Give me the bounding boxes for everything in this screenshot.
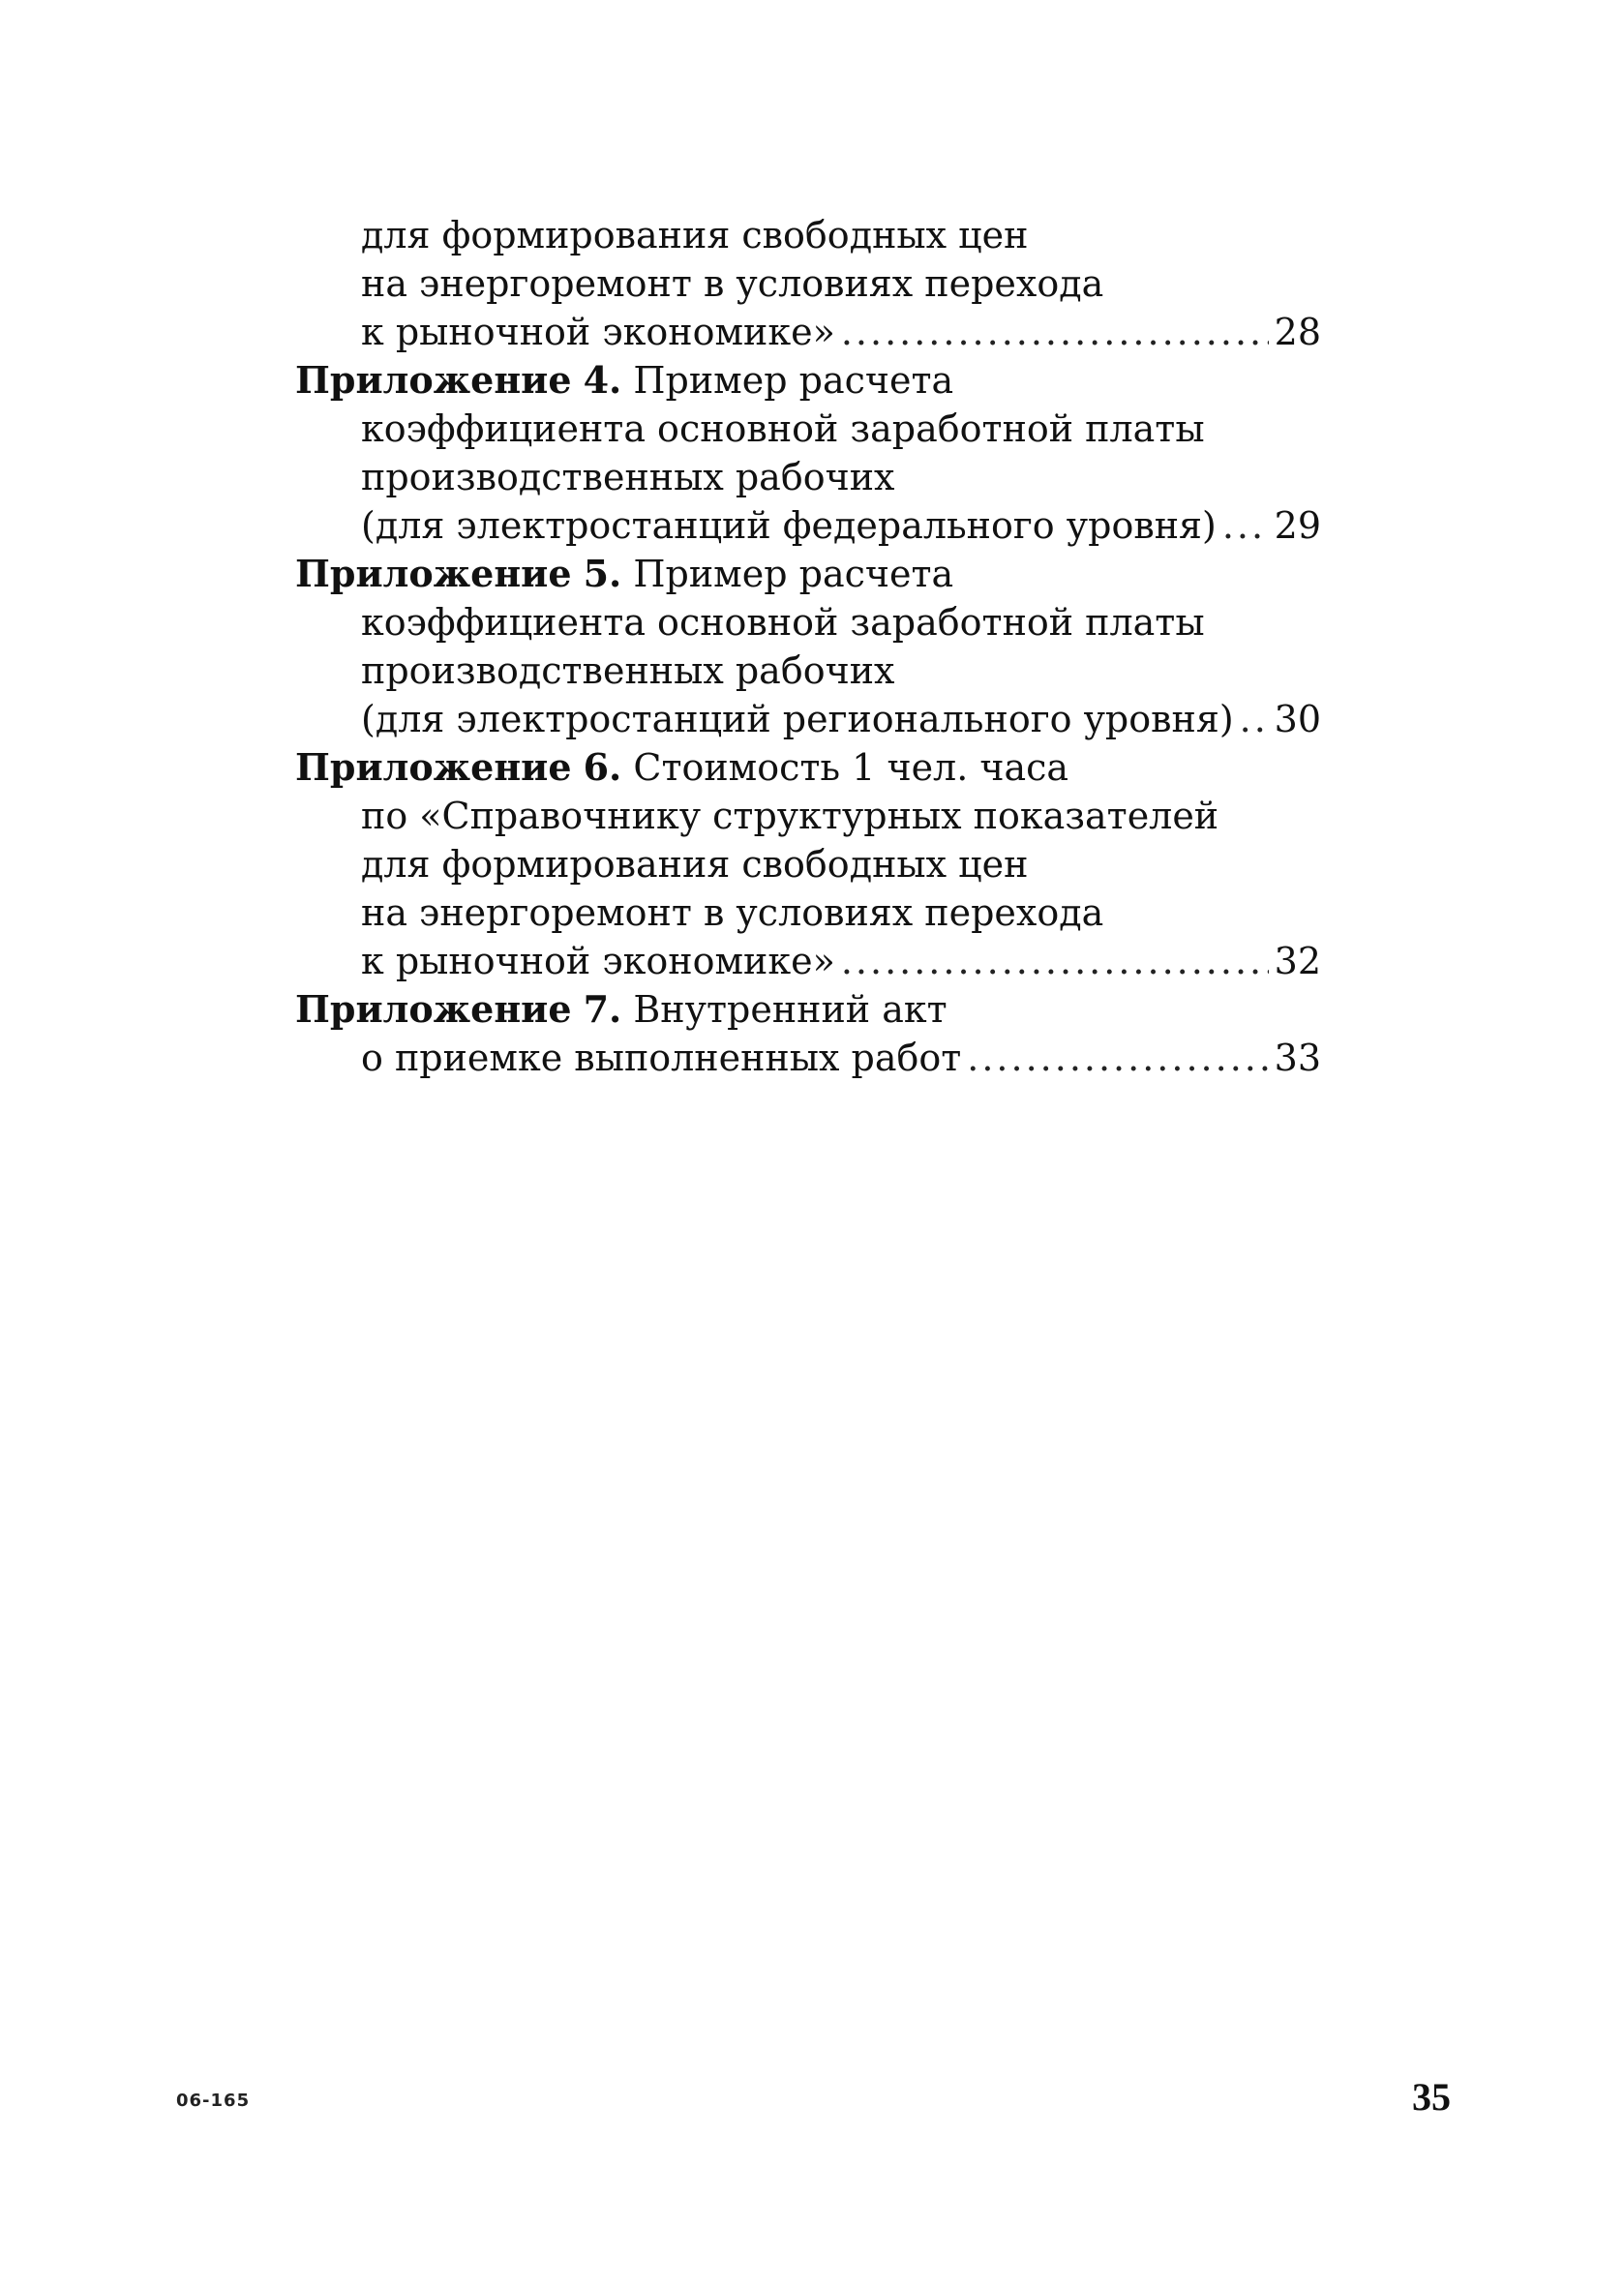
toc-line	[295, 647, 1321, 695]
appendix-label: Приложение	[295, 745, 572, 789]
toc-line-text: для формирования свободных цен	[361, 214, 1029, 256]
toc-page-number: 30	[1274, 698, 1321, 740]
toc-line	[295, 453, 1321, 501]
appendix-number: 6.	[583, 745, 622, 789]
toc-line	[295, 211, 1321, 259]
toc-entry-heading	[295, 550, 1321, 598]
toc-page-number: 29	[1274, 504, 1321, 547]
toc-entry-heading	[295, 985, 1321, 1034]
toc-line-text: (для электростанций федерального уровня)	[361, 504, 1217, 547]
toc-line-text: производственных рабочих	[361, 456, 895, 498]
appendix-number: 5.	[583, 552, 622, 595]
page-number: 35	[1412, 2075, 1451, 2119]
toc-page-number: 32	[1274, 940, 1321, 982]
toc-line	[295, 888, 1321, 937]
toc-line	[295, 937, 1321, 985]
toc-line-text: (для электростанций регионального уровня)	[361, 698, 1234, 740]
toc-line-text: Пример расчета	[633, 359, 954, 402]
appendix-label: Приложение	[295, 987, 572, 1031]
toc-line	[295, 405, 1321, 453]
toc-line	[295, 840, 1321, 888]
toc-line	[295, 501, 1321, 550]
toc-line-text: для формирования свободных цен	[361, 843, 1029, 886]
appendix-label: Приложение	[295, 552, 572, 595]
toc-line	[295, 1034, 1321, 1082]
dot-leader	[841, 308, 1269, 356]
toc-line	[295, 695, 1321, 743]
toc-page-number: 33	[1274, 1037, 1321, 1079]
dot-leader	[841, 937, 1269, 985]
toc-line-text: Внутренний акт	[633, 988, 947, 1031]
toc-line-text: коэффициента основной заработной платы	[361, 407, 1205, 450]
table-of-contents	[295, 211, 1321, 1082]
toc-entry-heading	[295, 356, 1321, 405]
toc-page-number: 28	[1274, 311, 1321, 353]
toc-entry-heading	[295, 743, 1321, 792]
toc-line-text: по «Справочнику структурных показателей	[361, 795, 1219, 837]
toc-line-text: к рыночной экономике»	[361, 940, 835, 982]
toc-line	[295, 792, 1321, 840]
toc-line-text: на энергоремонт в условиях перехода	[361, 891, 1104, 934]
toc-line-text: Стоимость 1 чел. часа	[633, 746, 1069, 789]
dot-leader	[1240, 695, 1269, 743]
toc-line	[295, 259, 1321, 308]
toc-line-text: на энергоремонт в условиях перехода	[361, 262, 1104, 305]
toc-line	[295, 308, 1321, 356]
toc-line-text: коэффициента основной заработной платы	[361, 601, 1205, 644]
toc-line-text: Пример расчета	[633, 553, 954, 595]
toc-line-text: производственных рабочих	[361, 649, 895, 692]
appendix-number: 4.	[583, 358, 622, 402]
dot-leader	[1222, 501, 1269, 550]
toc-line-text: к рыночной экономике»	[361, 311, 835, 353]
toc-line-text: о приемке выполненных работ	[361, 1037, 962, 1079]
appendix-label: Приложение	[295, 358, 572, 402]
appendix-number: 7.	[583, 987, 622, 1031]
dot-leader	[967, 1034, 1268, 1082]
document-code: 06-165	[176, 2091, 251, 2111]
toc-line	[295, 598, 1321, 647]
